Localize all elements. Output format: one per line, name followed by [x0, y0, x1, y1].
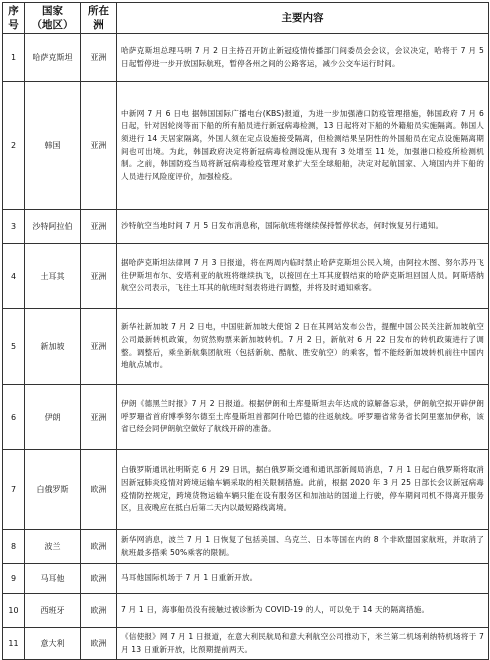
row-number: 8	[3, 530, 25, 564]
row-content: 新华社新加坡 7 月 2 日电，中国驻新加坡大使馆 2 日在其网站发布公告，提醒中国公民关注新加坡航空公司最新转机政策，勿贸然购票来新加坡转机。7 月 2 日，新航对 6 月 22 日发布的转机政策进行了调整。调整后，乘坐新航集团航班（包括新航、酷航、胜安航空）的乘客，暂不能经新加坡转机前往中国内地航点城市。	[117, 309, 489, 385]
row-region: 亚洲	[81, 34, 117, 82]
row-country: 哈萨克斯坦	[25, 34, 81, 82]
row-number: 2	[3, 82, 25, 210]
row-number: 4	[3, 244, 25, 309]
row-country: 沙特阿拉伯	[25, 210, 81, 244]
row-country: 白俄罗斯	[25, 450, 81, 530]
row-content: 7 月 1 日，海事船员没有接触过被诊断为 COVID-19 的人，可以免于 14 天的隔离措施。	[117, 594, 489, 628]
row-number: 9	[3, 564, 25, 594]
row-number: 5	[3, 309, 25, 385]
row-number: 6	[3, 385, 25, 450]
table-row	[3, 309, 489, 385]
table-row	[3, 210, 489, 244]
row-region: 欧洲	[81, 530, 117, 564]
row-content: 《信使报》网 7 月 1 日报道，在意大利民航局和意大利航空公司推动下，米兰第二机场利纳特机场将于 7 月 13 日重新开放，比预期提前两天。	[117, 628, 489, 660]
table-row	[3, 450, 489, 530]
row-country: 韩国	[25, 82, 81, 210]
row-content: 沙特航空当地时间 7 月 5 日发布消息称，国际航班将继续保持暂停状态，何时恢复另行通知。	[117, 210, 489, 244]
table-row	[3, 628, 489, 660]
row-content: 新华网消息，波兰 7 月 1 日恢复了包括美国、乌克兰、日本等国在内的 8 个非欧盟国家航班，并取消了航班最多搭乘 50%乘客的限制。	[117, 530, 489, 564]
row-country: 新加坡	[25, 309, 81, 385]
row-number: 7	[3, 450, 25, 530]
row-content: 据哈萨克斯坦法律网 7 月 3 日报道，将在两周内临时禁止哈萨克斯坦公民入境，由阿拉木图、努尔苏丹飞往伊斯坦布尔、安塔利亚的航班将继续执飞，以接回在土耳其度假结束的哈萨克斯坦回国人员。阿斯塔纳航空公司表示，飞往土耳其的航班时刻表将进行调整，并将及时通知乘客。	[117, 244, 489, 309]
header-country: 国家 （地区）	[25, 3, 81, 34]
row-country: 马耳他	[25, 564, 81, 594]
row-number: 3	[3, 210, 25, 244]
row-country: 波兰	[25, 530, 81, 564]
row-content: 中新网 7 月 6 日电 据韩国国际广播电台(KBS)报道，为进一步加强港口防疫管理措施，韩国政府 7 月 6 日起，针对因轮岗等而下船的所有船员进行新冠病毒检测，13 日起将对下船的外籍船员实施隔离。韩国人须进行 14 天居家隔离，外国人须在定点设施接受隔离，但检测结果呈阴性的外国船员在定点设施隔离期间也可出境。为此，韩国政府决定将新冠病毒检测设施从现有 3 处增至 11 处，加强港口检疫所检测机制。之前，韩国防疫当局将新冠病毒检疫管理对象扩大至全球船舶，决定对起航国家、入境国内并下船的人员进行风险度评价，加强检疫。	[117, 82, 489, 210]
row-region: 亚洲	[81, 385, 117, 450]
row-region: 亚洲	[81, 82, 117, 210]
row-content: 哈萨克斯坦总理马明 7 月 2 日主持召开防止新冠疫情传播部门间委员会会议，会议决定，哈将于 7 月 5 日起暂停进一步开放国际航班，暂停各州之间的公路客运，减少公交车运行时间。	[117, 34, 489, 82]
row-region: 欧洲	[81, 628, 117, 660]
table-row	[3, 530, 489, 564]
table-row	[3, 594, 489, 628]
row-country: 意大利	[25, 628, 81, 660]
table-row	[3, 82, 489, 210]
row-number: 1	[3, 34, 25, 82]
row-region: 欧洲	[81, 564, 117, 594]
row-number: 10	[3, 594, 25, 628]
table-header-row	[3, 3, 489, 34]
policy-table	[2, 2, 489, 660]
table-row	[3, 385, 489, 450]
table-row	[3, 34, 489, 82]
row-region: 欧洲	[81, 450, 117, 530]
header-region: 所在 洲	[81, 3, 117, 34]
row-region: 亚洲	[81, 210, 117, 244]
row-region: 亚洲	[81, 309, 117, 385]
row-content: 马耳他国际机场于 7 月 1 日重新开放。	[117, 564, 489, 594]
row-country: 土耳其	[25, 244, 81, 309]
row-region: 亚洲	[81, 244, 117, 309]
row-region: 欧洲	[81, 594, 117, 628]
row-country: 西班牙	[25, 594, 81, 628]
row-content: 伊朗《德黑兰时报》7 月 2 日报道。根据伊朗和土库曼斯坦去年达成的谅解备忘录，伊朗航空拟开辟伊朗呼罗珊省首府博季努尔德至土库曼斯坦首都阿什哈巴德的往返航线。呼罗珊省常务省长阿里塞加伊称，该省已经会同伊朗航空做好了航线开辟的准备。	[117, 385, 489, 450]
header-content: 主要内容	[117, 3, 489, 34]
table-row	[3, 564, 489, 594]
row-number: 11	[3, 628, 25, 660]
row-country: 伊朗	[25, 385, 81, 450]
row-content: 白俄罗斯通讯社明斯克 6 月 29 日讯，据白俄罗斯交通和通讯部新闻局消息，7 月 1 日起白俄罗斯将取消因新冠肺炎疫情对跨境运输车辆采取的相关限制措施。此前，根据 2020 年 3 月 25 日部长会议新冠病毒疫情防控规定，跨境货物运输车辆只能在设有服务区和加油站的国道上行驶，停车期间司机不得离开服务区，且夜晚应在抵白后第二天内以最短路线离境。	[117, 450, 489, 530]
header-no: 序号	[3, 3, 25, 34]
table-row	[3, 244, 489, 309]
